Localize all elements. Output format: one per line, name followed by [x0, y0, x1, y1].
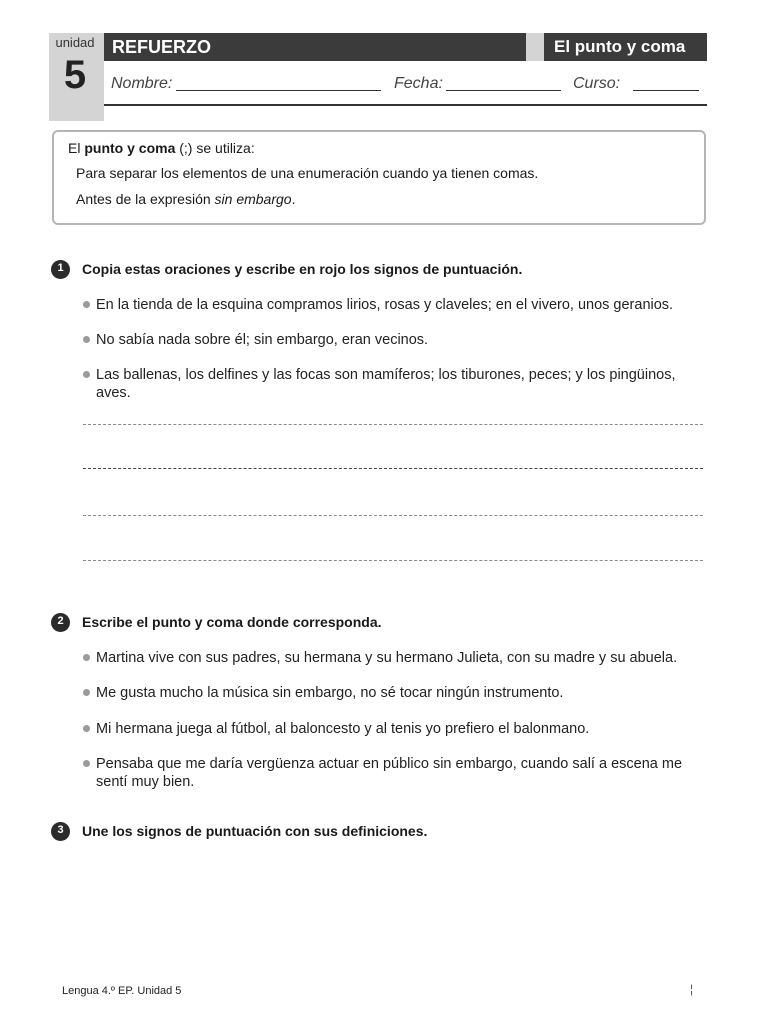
rule-item-2-suffix: .: [291, 191, 296, 207]
bullet-icon: [83, 371, 90, 378]
bullet-icon: [83, 689, 90, 696]
rule-item-2-prefix: Antes de la expresión: [76, 191, 215, 207]
course-label: Curso:: [573, 75, 621, 92]
exercise-3-number: 3: [51, 822, 70, 841]
bullet-icon: [83, 654, 90, 661]
rule-item-1: Para separar los elementos de una enumeración cuando ya tienen comas.: [76, 165, 539, 181]
rule-item-2-italic: sin embargo: [214, 191, 292, 207]
exercise-2-sentence: Pensaba que me daría vergüenza actuar en público sin embargo, cuando salí a escena me sentí muy bien.: [96, 756, 683, 790]
rule-intro-suffix: (;) se utiliza:: [175, 140, 255, 156]
bullet-icon: [83, 725, 90, 732]
topic-title: El punto y coma: [554, 37, 686, 56]
exercise-2-instruction: Escribe el punto y coma donde corresponda.: [82, 614, 382, 630]
name-field[interactable]: [176, 90, 381, 91]
rule-intro: [68, 140, 255, 156]
name-label: Nombre:: [111, 75, 173, 92]
header-bar: [104, 33, 526, 61]
exercise-2-sentence: Me gusta mucho la música sin embargo, no sé tocar ningún instrumento.: [96, 685, 564, 701]
footer-text: Lengua 4.º EP. Unidad 5: [62, 985, 182, 997]
footer-mark: ¦: [690, 982, 694, 996]
date-field[interactable]: [446, 90, 561, 91]
answer-line[interactable]: [83, 468, 703, 469]
exercise-2-sentence: Martina vive con sus padres, su hermana y su hermano Julieta, con su madre y su abuela.: [96, 650, 678, 666]
unit-number: 5: [63, 53, 87, 97]
exercise-2-number: 2: [51, 613, 70, 632]
student-info-row: [104, 64, 707, 106]
rule-box: [52, 130, 706, 225]
worksheet-title: REFUERZO: [112, 37, 211, 57]
bullet-icon: [83, 760, 90, 767]
exercise-1-number: 1: [51, 260, 70, 279]
rule-item-2: [76, 191, 295, 207]
exercise-3-instruction: Une los signos de puntuación con sus definiciones.: [82, 823, 428, 839]
date-label: Fecha:: [394, 75, 443, 92]
unit-label: unidad: [55, 35, 95, 50]
exercise-1-sentence: En la tienda de la esquina compramos lirios, rosas y claveles; en el vivero, unos geranios.: [96, 297, 674, 313]
exercise-1-sentence: No sabía nada sobre él; sin embargo, eran vecinos.: [96, 332, 429, 348]
exercise-1-sentence: Las ballenas, los delfines y las focas son mamíferos; los tiburones, peces; y los pingüinos, aves.: [96, 367, 676, 401]
bullet-icon: [83, 336, 90, 343]
header-divider: [526, 33, 544, 61]
answer-line[interactable]: [83, 424, 703, 425]
answer-line[interactable]: [83, 515, 703, 516]
rule-intro-bold: punto y coma: [84, 140, 176, 156]
course-field[interactable]: [633, 90, 699, 91]
topic-bar: [544, 33, 707, 61]
unit-badge: [49, 33, 104, 121]
answer-line[interactable]: [83, 560, 703, 561]
exercise-2-sentence: Mi hermana juega al fútbol, al baloncesto y al tenis yo prefiero el balonmano.: [96, 721, 590, 737]
rule-intro-prefix: El: [68, 140, 85, 156]
exercise-1-instruction: Copia estas oraciones y escribe en rojo los signos de puntuación.: [82, 261, 523, 277]
bullet-icon: [83, 301, 90, 308]
